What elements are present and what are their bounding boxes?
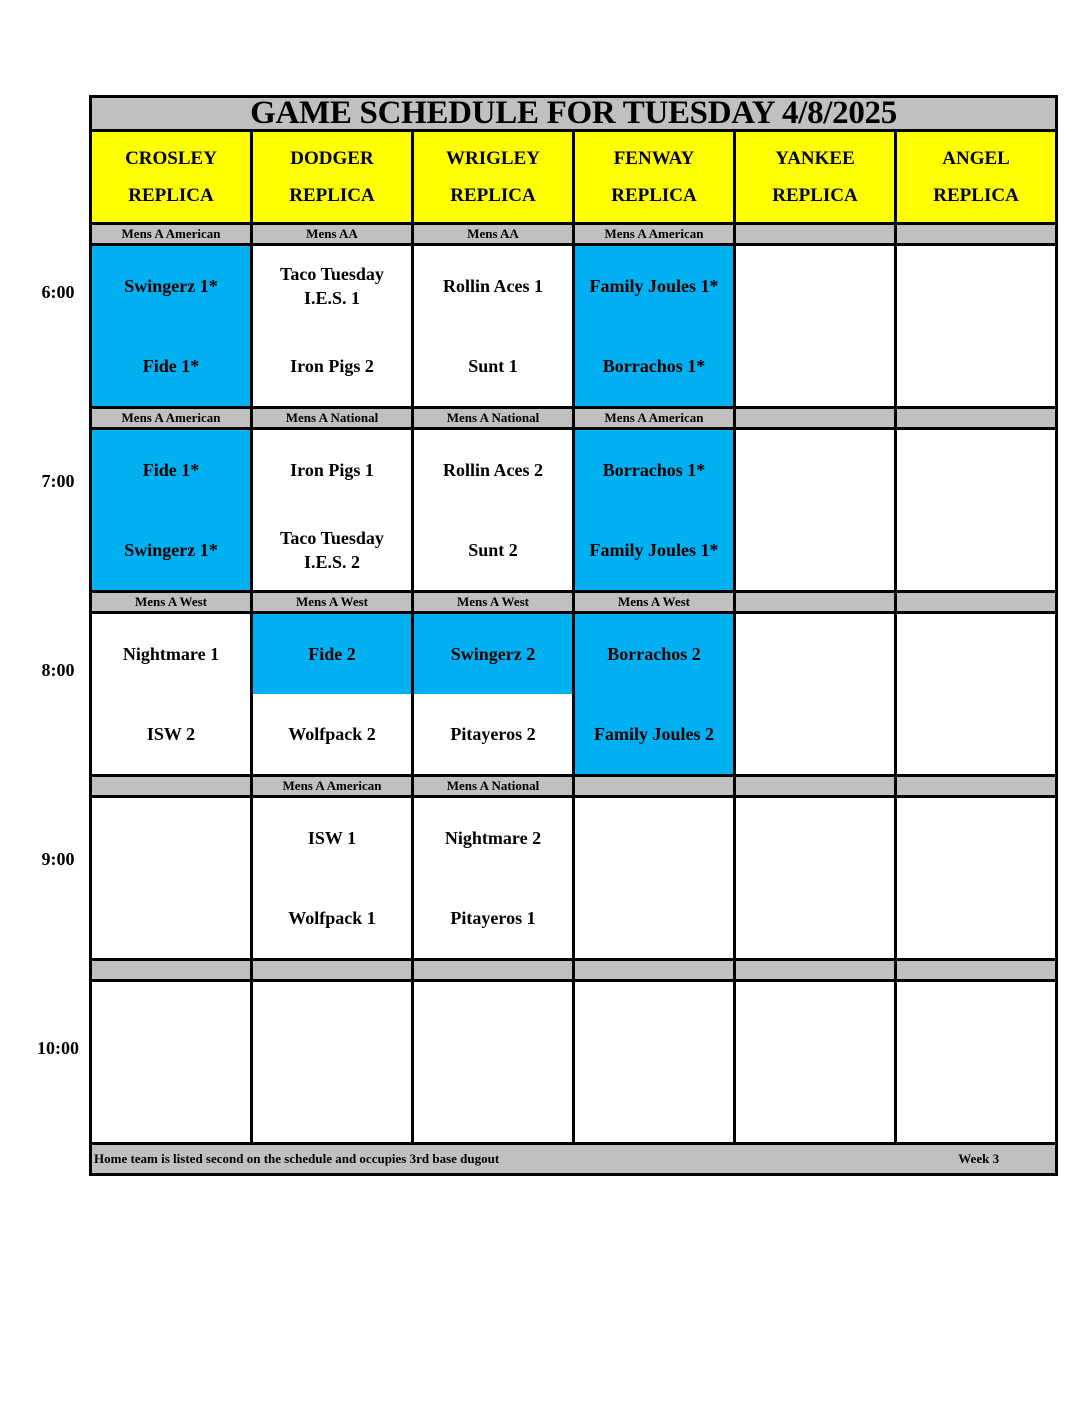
division-label: Mens A West — [574, 592, 735, 613]
home-team — [736, 510, 894, 590]
home-team — [575, 694, 733, 774]
home-team-label: Iron Pigs 2 — [290, 356, 374, 376]
game-cell — [91, 429, 252, 592]
game-cell — [413, 797, 574, 960]
away-team — [414, 430, 572, 510]
away-team — [736, 246, 894, 326]
away-team — [897, 246, 1055, 326]
game-row — [91, 981, 1057, 1144]
division-label: Mens A National — [413, 776, 574, 797]
game-cell — [574, 981, 735, 1144]
game-row — [91, 245, 1057, 408]
footer-note: Home team is listed second on the schedule and occupies 3rd base dugout — [94, 1151, 500, 1166]
division-label: Mens AA — [252, 224, 413, 245]
division-label — [896, 776, 1057, 797]
game-cell — [896, 613, 1057, 776]
field-sub: REPLICA — [289, 185, 375, 206]
away-team-label: Swingerz 2 — [450, 644, 536, 664]
field-header — [896, 131, 1057, 224]
game-cell — [896, 429, 1057, 592]
game-cell — [574, 797, 735, 960]
home-team — [736, 1062, 894, 1142]
division-label: Mens A West — [91, 592, 252, 613]
away-team — [736, 982, 894, 1062]
field-sub: REPLICA — [128, 185, 214, 206]
week-label: Week 3 — [958, 1151, 1000, 1166]
away-team-label: Borrachos 1* — [602, 460, 706, 480]
away-team — [897, 430, 1055, 510]
game-cell — [735, 245, 896, 408]
home-team-label: Family Joules 1* — [589, 540, 719, 560]
schedule-title: GAME SCHEDULE FOR TUESDAY 4/8/2025 — [91, 97, 1057, 131]
game-row — [91, 429, 1057, 592]
home-team — [92, 878, 250, 958]
home-team-label: ISW 2 — [146, 724, 196, 744]
away-team-label: Family Joules 1* — [589, 276, 719, 296]
division-label — [896, 224, 1057, 245]
away-team — [253, 430, 411, 510]
field-header-row — [91, 131, 1057, 224]
away-team — [253, 614, 411, 694]
home-team — [253, 878, 411, 958]
away-team-label: Swingerz 1* — [124, 276, 218, 296]
away-team — [414, 614, 572, 694]
away-team — [253, 246, 411, 326]
away-team — [897, 614, 1055, 694]
home-team-label: Borrachos 1* — [602, 356, 706, 376]
away-team — [575, 982, 733, 1062]
home-team-label: Family Joules 2 — [594, 724, 714, 744]
division-row — [91, 776, 1057, 797]
home-team — [575, 1062, 733, 1142]
field-header — [252, 131, 413, 224]
away-team — [92, 798, 250, 878]
home-team-label: Taco Tuesday I.E.S. 2 — [280, 528, 384, 572]
division-label — [91, 960, 252, 981]
away-team-label: Iron Pigs 1 — [290, 460, 374, 480]
away-team — [736, 430, 894, 510]
game-cell — [252, 797, 413, 960]
home-team-label: Sunt 1 — [468, 356, 518, 376]
away-team — [897, 798, 1055, 878]
home-team — [92, 510, 250, 590]
division-label — [896, 592, 1057, 613]
home-team-label: Pitayeros 1 — [450, 908, 536, 928]
home-team — [575, 878, 733, 958]
home-team — [92, 326, 250, 406]
home-team-label: Pitayeros 2 — [450, 724, 536, 744]
home-team-label: Swingerz 1* — [124, 540, 218, 560]
division-label: Mens A National — [413, 408, 574, 429]
division-label — [91, 776, 252, 797]
game-cell — [896, 981, 1057, 1144]
home-team — [736, 326, 894, 406]
home-team-label: Wolfpack 1 — [288, 908, 376, 928]
home-team-label: Fide 1* — [142, 356, 200, 376]
field-sub: REPLICA — [611, 185, 697, 206]
away-team — [575, 246, 733, 326]
away-team — [92, 614, 250, 694]
home-team — [736, 878, 894, 958]
division-label — [574, 960, 735, 981]
game-row — [91, 797, 1057, 960]
away-team-label: ISW 1 — [307, 828, 357, 848]
division-label — [896, 408, 1057, 429]
division-row — [91, 224, 1057, 245]
footer-cell — [91, 1144, 1057, 1175]
game-cell — [413, 981, 574, 1144]
away-team — [736, 798, 894, 878]
game-cell — [252, 429, 413, 592]
field-name: WRIGLEY — [446, 148, 540, 169]
game-cell — [574, 429, 735, 592]
away-team — [92, 246, 250, 326]
home-team — [92, 694, 250, 774]
field-sub: REPLICA — [450, 185, 536, 206]
division-label: Mens A American — [574, 408, 735, 429]
home-team — [897, 510, 1055, 590]
time-label: 8:00 — [41, 660, 75, 680]
division-label — [735, 592, 896, 613]
game-cell — [91, 981, 252, 1144]
away-team — [575, 798, 733, 878]
schedule-table — [89, 95, 1058, 1176]
game-cell — [91, 613, 252, 776]
field-name: DODGER — [290, 148, 374, 169]
division-label — [896, 960, 1057, 981]
division-label: Mens A American — [91, 408, 252, 429]
division-label — [735, 960, 896, 981]
away-team-label: Fide 1* — [142, 460, 200, 480]
home-team — [736, 694, 894, 774]
home-team — [253, 510, 411, 590]
field-header — [735, 131, 896, 224]
division-label: Mens A West — [252, 592, 413, 613]
away-team — [414, 798, 572, 878]
away-team — [414, 982, 572, 1062]
division-label: Mens A American — [252, 776, 413, 797]
home-team — [253, 1062, 411, 1142]
home-team-label: Sunt 2 — [468, 540, 518, 560]
home-team — [253, 694, 411, 774]
field-header — [91, 131, 252, 224]
home-team — [897, 326, 1055, 406]
game-cell — [413, 245, 574, 408]
field-sub: REPLICA — [933, 185, 1019, 206]
division-row — [91, 960, 1057, 981]
field-name: CROSLEY — [125, 148, 217, 169]
away-team-label: Borrachos 2 — [607, 644, 701, 664]
field-header — [574, 131, 735, 224]
home-team — [414, 1062, 572, 1142]
away-team — [253, 798, 411, 878]
division-label — [252, 960, 413, 981]
game-cell — [252, 981, 413, 1144]
game-cell — [735, 429, 896, 592]
away-team-label: Rollin Aces 1 — [442, 276, 543, 296]
division-label — [413, 960, 574, 981]
division-label — [574, 776, 735, 797]
game-cell — [735, 797, 896, 960]
field-name: ANGEL — [942, 148, 1010, 169]
away-team — [253, 982, 411, 1062]
home-team — [253, 326, 411, 406]
field-name: YANKEE — [775, 148, 855, 169]
home-team — [92, 1062, 250, 1142]
division-label: Mens A American — [91, 224, 252, 245]
field-name: FENWAY — [613, 148, 695, 169]
away-team — [414, 246, 572, 326]
time-label: 6:00 — [41, 282, 75, 302]
division-row — [91, 592, 1057, 613]
game-cell — [574, 613, 735, 776]
footer-row — [91, 1144, 1057, 1175]
away-team — [736, 614, 894, 694]
time-label: 7:00 — [41, 471, 75, 491]
home-team — [575, 510, 733, 590]
home-team — [414, 694, 572, 774]
away-team-label: Nightmare 1 — [122, 644, 220, 664]
game-cell — [252, 245, 413, 408]
home-team-label: Wolfpack 2 — [288, 724, 376, 744]
time-label: 9:00 — [41, 849, 75, 869]
away-team-label: Taco Tuesday I.E.S. 1 — [280, 264, 384, 308]
field-header — [413, 131, 574, 224]
game-cell — [413, 613, 574, 776]
division-label: Mens A American — [574, 224, 735, 245]
game-cell — [896, 245, 1057, 408]
game-row — [91, 613, 1057, 776]
away-team — [575, 614, 733, 694]
game-cell — [896, 797, 1057, 960]
title-row — [91, 97, 1057, 131]
division-label: Mens A National — [252, 408, 413, 429]
division-label — [735, 408, 896, 429]
game-cell — [252, 613, 413, 776]
game-cell — [735, 981, 896, 1144]
home-team — [897, 1062, 1055, 1142]
division-row — [91, 408, 1057, 429]
away-team — [92, 430, 250, 510]
game-cell — [413, 429, 574, 592]
away-team — [897, 982, 1055, 1062]
division-label: Mens A West — [413, 592, 574, 613]
game-cell — [91, 797, 252, 960]
home-team — [897, 694, 1055, 774]
away-team-label: Rollin Aces 2 — [442, 460, 543, 480]
away-team-label: Fide 2 — [308, 644, 356, 664]
away-team-label: Nightmare 2 — [444, 828, 542, 848]
game-cell — [735, 613, 896, 776]
home-team — [414, 326, 572, 406]
away-team — [575, 430, 733, 510]
game-cell — [91, 245, 252, 408]
time-label: 10:00 — [37, 1038, 79, 1058]
division-label — [735, 224, 896, 245]
division-label: Mens AA — [413, 224, 574, 245]
home-team — [575, 326, 733, 406]
field-sub: REPLICA — [772, 185, 858, 206]
home-team — [414, 510, 572, 590]
home-team — [897, 878, 1055, 958]
game-cell — [574, 245, 735, 408]
away-team — [92, 982, 250, 1062]
home-team — [414, 878, 572, 958]
division-label — [735, 776, 896, 797]
